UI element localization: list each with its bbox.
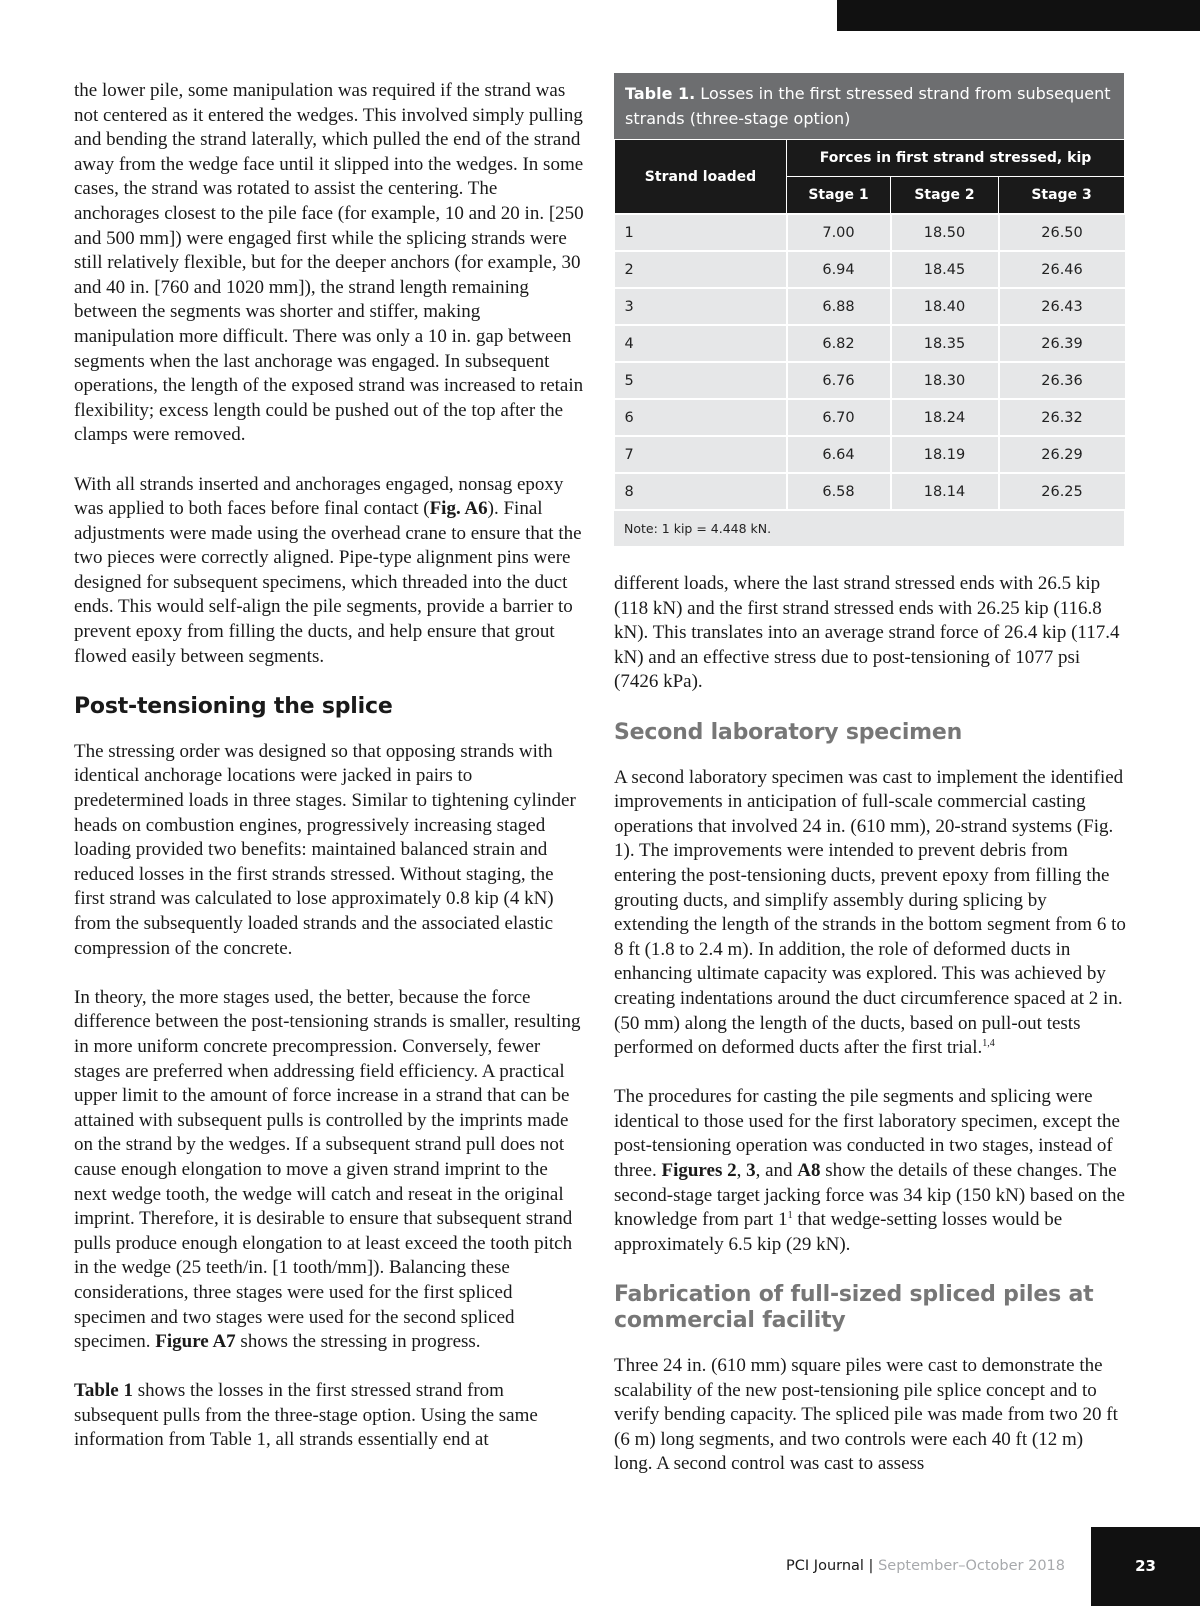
- paragraph-three-piles: Three 24 in. (610 mm) square piles were cast to demonstrate the scalability of the new post-tensioning pile splice concept and to verify bending capacity. The spliced pile was made from two 20 ft (6 m) long segments, and two controls were each 40 ft (12 m) long. A second control was cast to assess: [614, 1355, 1118, 1475]
- heading-post-tensioning: Post-tensioning the splice: [74, 693, 393, 719]
- table-row: 1 7.00 18.50 26.50: [615, 214, 1125, 251]
- table-row: 5 6.76 18.30 26.36: [615, 362, 1125, 399]
- table-row: 7 6.64 18.19 26.29: [615, 436, 1125, 473]
- header-forces-group: Forces in first strand stressed, kip: [787, 140, 1125, 177]
- table-note: Note: 1 kip = 4.448 kN.: [614, 509, 1124, 546]
- table-row: 8 6.58 18.14 26.25: [615, 473, 1125, 509]
- paragraph-epoxy: With all strands inserted and anchorages engaged, nonsag epoxy was applied to both faces before final contact (Fig. A6). Final adjustments were made using the overhead crane to ensure that the two pieces were correctly aligned. Pipe-type alignment pins were designed for subsequent specimens, which threaded into the duct ends. This would self-align the pile segments, provide a barrier to prevent epoxy from filling the ducts, and help ensure that grout flowed easily between segments.: [74, 473, 582, 667]
- table-row: 3 6.88 18.40 26.43: [615, 288, 1125, 325]
- heading-fabrication: Fabrication of full-sized spliced piles at commercial facility: [614, 1282, 1094, 1334]
- right-column: [614, 572, 1126, 1502]
- paragraph-table-ref: Table 1 shows the losses in the first stressed strand from subsequent pulls from the three-stage option. Using the same information from Table 1, all strands essentially end at: [74, 1380, 538, 1451]
- header-stage-1: Stage 1: [787, 177, 891, 215]
- citation-superscript: 1: [787, 1210, 793, 1222]
- header-strand-loaded: Strand loaded: [615, 140, 787, 215]
- table-ref-1: Table 1: [74, 1380, 133, 1402]
- left-column: [74, 79, 584, 1478]
- page-number: 23: [1091, 1527, 1200, 1606]
- figure-ref-2: Figures 2: [661, 1160, 737, 1182]
- paragraph-different-loads: different loads, where the last strand stressed ends with 26.5 kip (118 kN) and the first strand stressed ends with 26.25 kip (116.8 kN). This translates into an average strand force of 26.4 kip (117.4 kN) and an effective stress due to post-tensioning of 1077 psi (7426 kPa).: [614, 573, 1120, 693]
- losses-table: [614, 139, 1125, 509]
- paragraph-stressing-order: The stressing order was designed so that opposing strands with identical anchorage locations were jacked in pairs to predetermined loads in three stages. Similar to tightening cylinder heads on combustion engines, progressively increasing staged loading provided two benefits: maintained balanced strain and reduced losses in the first strands stressed. Without staging, the first strand was calculated to lose approximately 0.8 kip (4 kN) from the subsequently loaded strands and the associated elastic compression of the concrete.: [74, 740, 576, 959]
- paragraph-procedures: The procedures for casting the pile segments and splicing were identical to those used for the first laboratory specimen, except the post-tensioning operation was conducted in two stages, instead of three. Figures 2, 3, and A8 show the details of these changes. The second-stage target jacking force was 34 kip (150 kN) based on the knowledge from part $1^1$ that wedge-setting losses would be approximately 6.5 kip (29 kN).: [614, 1086, 1125, 1255]
- figure-ref-3: 3: [746, 1160, 756, 1182]
- top-black-bar: [837, 0, 1200, 31]
- table-1: [614, 73, 1124, 546]
- table-caption: Table 1. Losses in the first stressed strand from subsequent strands (three-stage option): [614, 73, 1124, 139]
- paragraph-stages-theory: In theory, the more stages used, the better, because the force difference between the post-tensioning strands is smaller, resulting in more uniform concrete precompression. Conversely, fewer stages are preferred when addressing field efficiency. A practical upper limit to the amount of force increase in a strand that can be attained with subsequent pulls is controlled by the imprints made on the strand by the wedges. If a subsequent strand pull does not cause enough elongation to move a given strand imprint to the next wedge tooth, the wedge will catch and reseat in the original imprint. Therefore, it is desirable to ensure that subsequent strand pulls produce enough elongation to at least exceed the tooth pitch in the wedge (25 teeth/in. [1 tooth/mm]). Balancing these considerations, three stages were used for the first spliced specimen and two stages were used for the second spliced specimen. Figure A7 shows the stressing in progress.: [74, 986, 581, 1353]
- citation-superscript: 1,4: [982, 1038, 995, 1050]
- header-stage-2: Stage 2: [891, 177, 999, 215]
- journal-name: PCI Journal: [786, 1558, 864, 1574]
- table-row: 4 6.82 18.35 26.39: [615, 325, 1125, 362]
- table-row: 2 6.94 18.45 26.46: [615, 251, 1125, 288]
- page-footer: PCI Journal | September–October 2018: [786, 1558, 1065, 1574]
- figure-ref-a7: Figure A7: [155, 1331, 236, 1353]
- figure-ref-a8: A8: [797, 1160, 821, 1182]
- paragraph-strand-manipulation: the lower pile, some manipulation was required if the strand was not centered as it entered the wedges. This involved simply pulling and bending the strand laterally, which pulled the end of the strand away from the wedge face until it slipped into the wedges. In some cases, the strand was rotated to assist the centering. The anchorages closest to the pile face (for example, 10 and 20 in. [250 and 500 mm]) were engaged first while the splicing strands were still relatively flexible, but for the deeper anchors (for example, 30 and 40 in. [760 and 1020 mm]), the strand length remaining between the segments was shorter and stiffer, making manipulation more difficult. There was only a 10 in. gap between segments when the last anchorage was engaged. In subsequent operations, the length of the exposed strand was increased to retain flexibility; excess length could be pushed out of the top after the clamps were removed.: [74, 80, 584, 446]
- table-row: 6 6.70 18.24 26.32: [615, 399, 1125, 436]
- header-stage-3: Stage 3: [999, 177, 1125, 215]
- heading-second-specimen: Second laboratory specimen: [614, 719, 963, 745]
- figure-ref-a6: Fig. A6: [429, 498, 488, 520]
- paragraph-second-specimen: A second laboratory specimen was cast to implement the identified improvements in anticipation of full-scale commercial casting operations that involved 24 in. (610 mm), 20-strand systems (Fig. 1). The improvements were intended to prevent debris from entering the post-tensioning ducts, prevent epoxy from filling the grouting ducts, and simplify assembly during splicing by extending the length of the strands in the bottom segment from 6 to 8 ft (1.8 to 2.4 m). In addition, the role of deformed ducts in enhancing ultimate capacity was explored. This was achieved by creating indentations around the duct circumference spaced at 2 in. (50 mm) along the length of the ducts, based on pull-out tests performed on deformed ducts after the first trial.$^{1,4}$: [614, 766, 1126, 1059]
- issue-date: September–October 2018: [878, 1558, 1065, 1574]
